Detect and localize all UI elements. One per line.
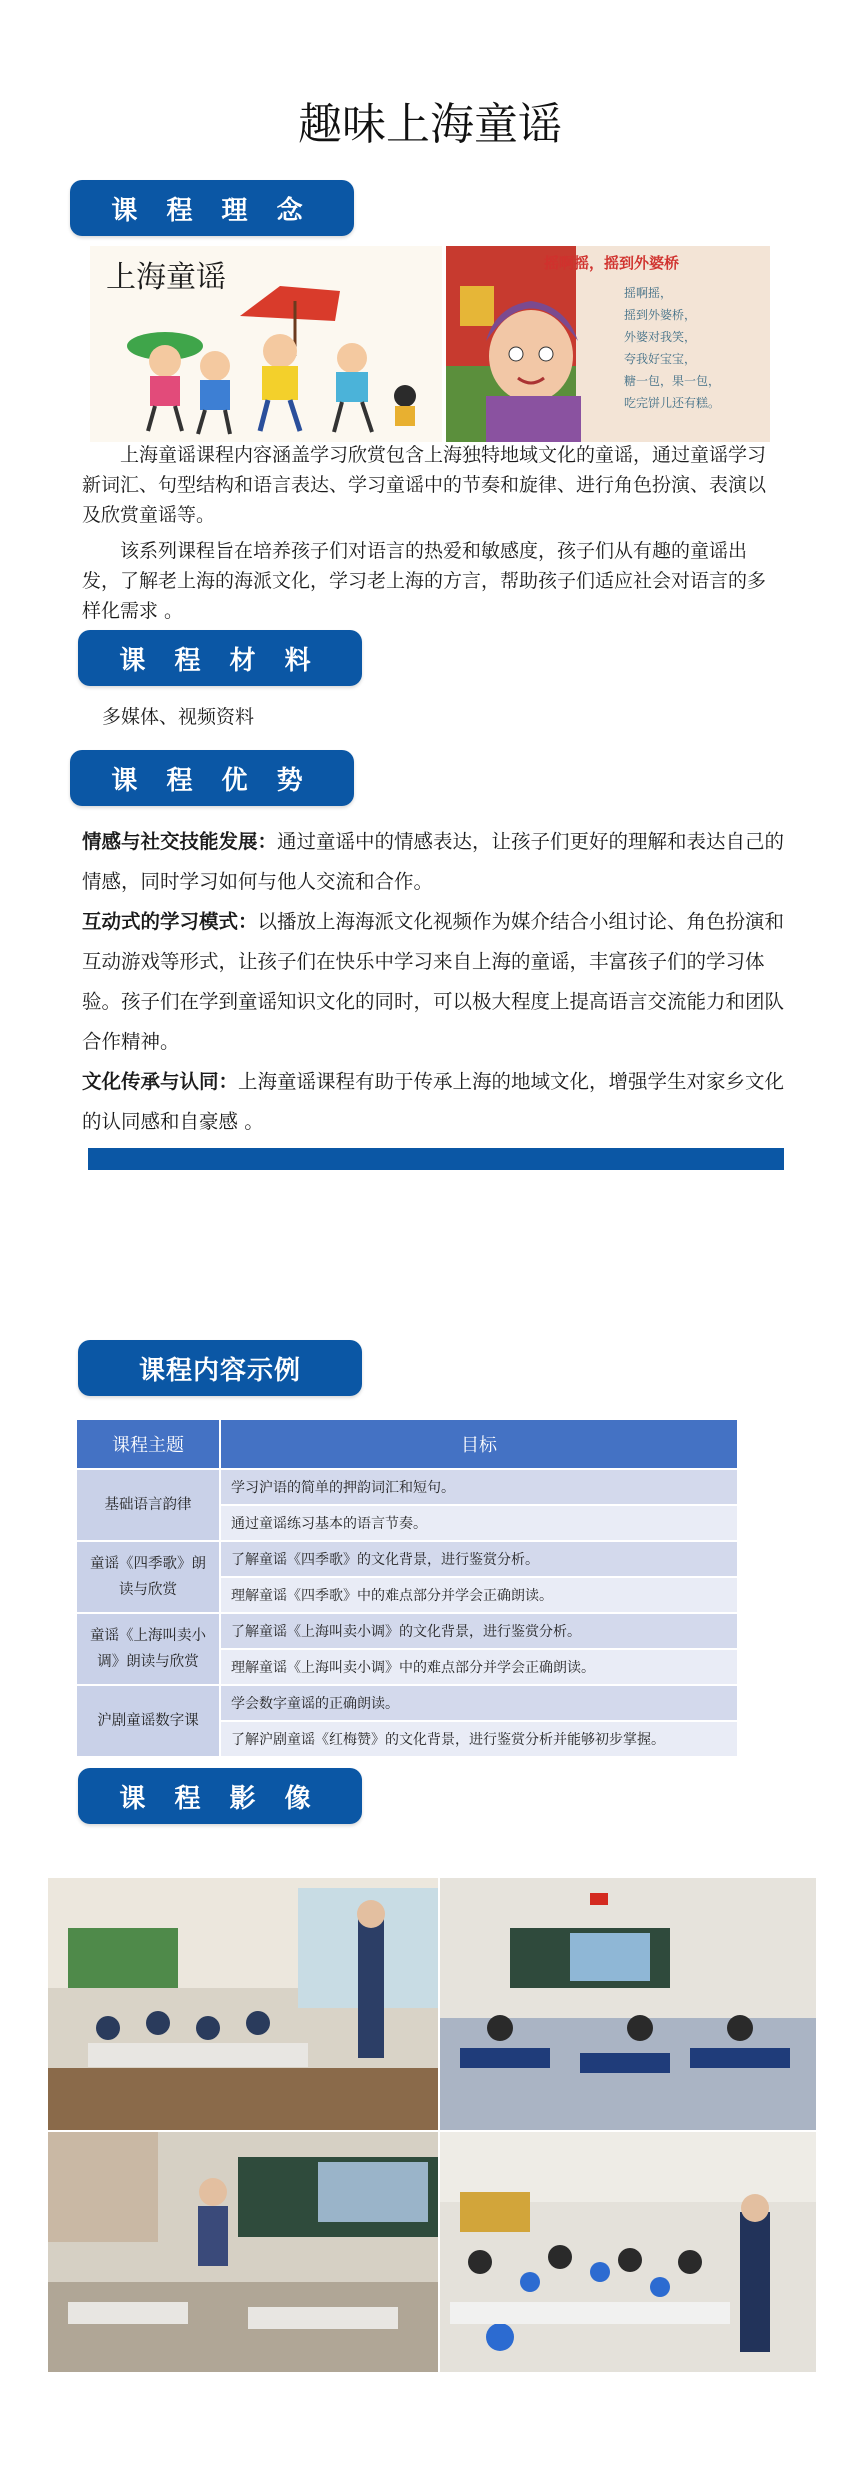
table-row <box>77 1470 737 1504</box>
section-header-images: 课 程 影 像 <box>78 1768 362 1824</box>
topic-cell: 童谣《四季歌》朗读与欣赏 <box>77 1542 219 1612</box>
goal-cell: 通过童谣练习基本的语言节奏。 <box>221 1506 737 1540</box>
hero-right-caption: 摇啊摇，摇到外婆桥 <box>544 254 680 272</box>
table-header-topic: 课程主题 <box>77 1420 219 1468</box>
topic-cell: 童谣《上海叫卖小调》朗读与欣赏 <box>77 1614 219 1684</box>
philosophy-paragraph-1: 上海童谣课程内容涵盖学习欣赏包含上海独特地域文化的童谣，通过童谣学习新词汇、句型结构和语言表达、学习童谣中的节奏和旋律、进行角色扮演、表演以及欣赏童谣等。 <box>82 444 767 526</box>
section-header-content: 课程内容示例 <box>78 1340 362 1396</box>
advantage-label: 互动式的学习模式： <box>82 910 258 933</box>
hero-poem <box>624 282 720 414</box>
poem-line: 吃完饼儿还有糕。 <box>624 396 721 410</box>
classroom-photo <box>48 2132 438 2372</box>
philosophy-paragraph-2: 该系列课程旨在培养孩子们对语言的热爱和敏感度，孩子们从有趣的童谣出发，了解老上海的海派文化，学习老上海的方言，帮助孩子们适应社会对语言的多样化需求 。 <box>82 540 767 622</box>
goal-cell: 理解童谣《上海叫卖小调》中的难点部分并学会正确朗读。 <box>221 1650 737 1684</box>
advantage-label: 情感与社交技能发展： <box>82 830 278 853</box>
advantage-item <box>82 1062 802 1142</box>
topic-cell: 沪剧童谣数字课 <box>77 1686 219 1756</box>
section-header-philosophy: 课 程 理 念 <box>70 180 354 236</box>
goal-cell: 了解童谣《上海叫卖小调》的文化背景，进行鉴赏分析。 <box>221 1614 737 1648</box>
materials-text: 多媒体、视频资料 <box>102 706 255 728</box>
goal-cell: 了解童谣《四季歌》的文化背景，进行鉴赏分析。 <box>221 1542 737 1576</box>
goal-cell: 学会数字童谣的正确朗读。 <box>221 1686 737 1720</box>
table-row <box>77 1542 737 1576</box>
divider-bar <box>88 1148 784 1170</box>
grandma-bridge-image <box>446 246 770 442</box>
advantage-text: 上海童谣课程有助于传承上海的地域文化，增强学生对家乡文化的认同感和自豪感 。 <box>82 1070 785 1133</box>
page-title: 趣味上海童谣 <box>298 99 562 150</box>
poem-line: 摇到外婆桥， <box>624 308 697 322</box>
hero-illustration-grandma <box>446 246 770 442</box>
table-header-goal: 目标 <box>221 1420 737 1468</box>
advantages-list <box>82 822 802 1142</box>
advantage-item <box>82 822 802 902</box>
classroom-photo <box>440 2132 816 2372</box>
advantage-text: 通过童谣中的情感表达，让孩子们更好的理解和表达自己的情感，同时学习如何与他人交流和合作。 <box>82 830 785 893</box>
hero-left-caption: 上海童谣 <box>106 260 226 295</box>
classroom-photo <box>440 1878 816 2130</box>
table-row <box>77 1614 737 1648</box>
goal-cell: 理解童谣《四季歌》中的难点部分并学会正确朗读。 <box>221 1578 737 1612</box>
goal-cell: 了解沪剧童谣《红梅赞》的文化背景，进行鉴赏分析并能够初步掌握。 <box>221 1722 737 1756</box>
classroom-photo <box>48 1878 438 2130</box>
advantage-text: 以播放上海海派文化视频作为媒介结合小组讨论、角色扮演和互动游戏等形式，让孩子们在快乐中学习来自上海的童谣，丰富孩子们的学习体验。孩子们在学到童谣知识文化的同时，可以极大程度上提高语言交流能力和团队合作精神。 <box>82 910 785 1053</box>
poem-line: 外婆对我笑， <box>624 330 697 344</box>
topic-cell: 基础语言韵律 <box>77 1470 219 1540</box>
section-header-advantages: 课 程 优 势 <box>70 750 354 806</box>
table-row <box>77 1686 737 1720</box>
poem-line: 摇啊摇， <box>624 286 673 300</box>
section-header-materials: 课 程 材 料 <box>78 630 362 686</box>
advantage-label: 文化传承与认同： <box>82 1070 239 1093</box>
goal-cell: 学习沪语的简单的押韵词汇和短句。 <box>221 1470 737 1504</box>
poem-line: 糖一包，果一包， <box>624 374 721 388</box>
hero-illustration-kids <box>90 246 442 442</box>
course-content-table <box>75 1418 739 1758</box>
advantage-item <box>82 902 802 1062</box>
poem-line: 夸我好宝宝， <box>624 352 697 366</box>
